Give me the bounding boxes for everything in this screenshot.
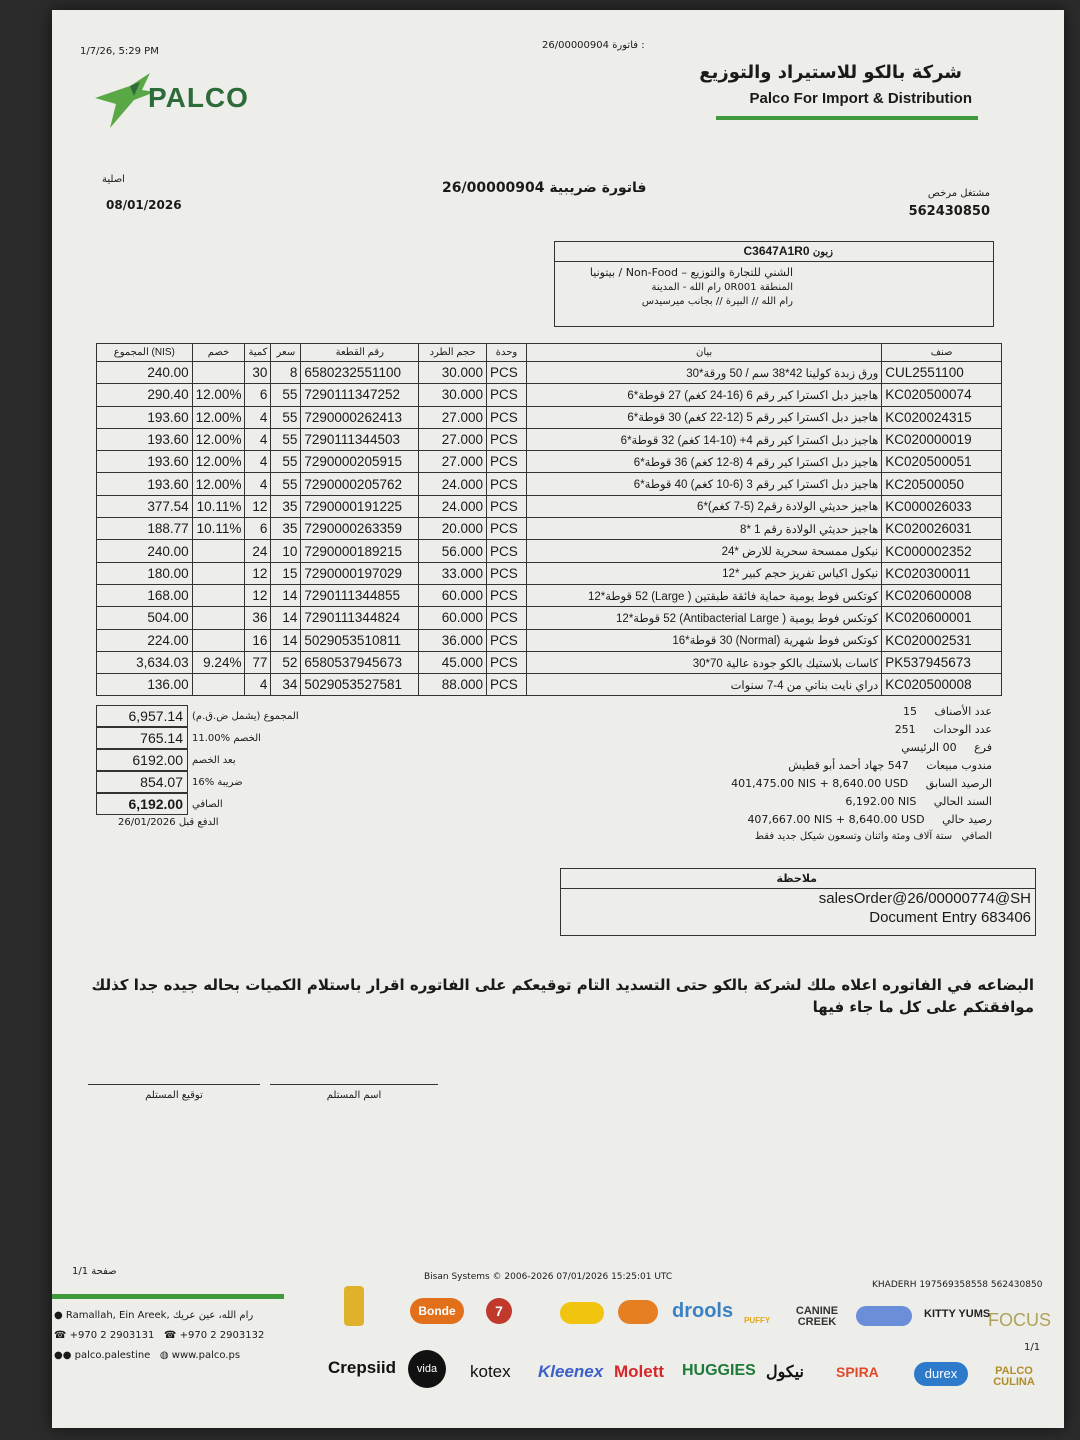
table-header-row <box>97 344 1002 362</box>
cell-pack: 33.000 <box>419 562 487 584</box>
units-count: عدد الوحدات 251 <box>894 723 992 736</box>
cell-qty: 16 <box>245 629 271 651</box>
info-block <box>642 705 992 842</box>
table-row <box>97 495 1002 517</box>
licensed-number: 562430850 <box>908 204 990 219</box>
cell-pack: 24.000 <box>419 473 487 495</box>
col-pack: حجم الطرد <box>419 344 487 362</box>
user-ref: KHADERH 197569358558 562430850 <box>872 1280 1043 1290</box>
brand-orange-oval <box>618 1300 658 1324</box>
cell-unit: PCS <box>487 362 527 384</box>
cell-pack: 27.000 <box>419 406 487 428</box>
cell-discount: 12.00% <box>192 406 245 428</box>
cell-discount: 12.00% <box>192 473 245 495</box>
cell-unit: PCS <box>487 540 527 562</box>
cell-description: هاجيز دبل اكسترا كير رقم 4 (8-12 كغم) 36 قوطة*6 <box>526 451 881 473</box>
cell-discount <box>192 540 245 562</box>
notes-label: ملاحظة <box>561 869 1035 889</box>
cell-total: 504.00 <box>97 607 193 629</box>
col-price: سعر <box>271 344 301 362</box>
cell-discount: 10.11% <box>192 518 245 540</box>
branch: فرع 00 الرئيسي <box>901 741 992 754</box>
cell-unit: PCS <box>487 451 527 473</box>
cell-barcode: 5029053527581 <box>301 674 419 696</box>
cell-description: كاسات بلاستيك بالكو جودة عالية 70*30 <box>526 651 881 673</box>
cell-barcode: 7290111347252 <box>301 384 419 406</box>
footer-green-rule <box>52 1294 284 1299</box>
cell-barcode: 7290000205915 <box>301 451 419 473</box>
brand-crepsiid: Crepsiid <box>328 1358 397 1377</box>
cell-total: 240.00 <box>97 540 193 562</box>
notes-box <box>560 868 1036 936</box>
cell-code: KC20500050 <box>882 473 1002 495</box>
cell-description: كوتكس فوط شهرية (Normal) 30 قوطة*16 <box>526 629 881 651</box>
customer-name: الشني للتجارة والتوزيع – Non-Food / بيتونيا <box>589 266 793 279</box>
cell-description: كوتكس فوط يومية حماية فائقة طبقتين ( Large) 52 قوطة*12 <box>526 584 881 606</box>
cell-qty: 6 <box>245 518 271 540</box>
cell-code: KC020024315 <box>882 406 1002 428</box>
cell-code: KC000002352 <box>882 540 1002 562</box>
cell-unit: PCS <box>487 562 527 584</box>
cell-discount: 12.00% <box>192 384 245 406</box>
summary-gross: 6,957.14 المجموع (يشمل ض.ق.م) <box>96 705 299 727</box>
page-number: صفحة 1/1 <box>72 1266 117 1277</box>
brand-ship-icon <box>344 1286 364 1326</box>
cell-pack: 20.000 <box>419 518 487 540</box>
cell-qty: 30 <box>245 362 271 384</box>
cell-total: 188.77 <box>97 518 193 540</box>
notes-line1: salesOrder@26/00000774@SH <box>818 890 1031 907</box>
table-row <box>97 562 1002 584</box>
cell-price: 10 <box>271 540 301 562</box>
col-total: المجموع (NIS) <box>97 344 193 362</box>
cell-barcode: 7290111344824 <box>301 607 419 629</box>
cell-code: KC020026031 <box>882 518 1002 540</box>
cell-discount <box>192 607 245 629</box>
items-count: عدد الأصناف 15 <box>903 705 992 718</box>
receiver-name-label: اسم المستلم <box>326 1090 382 1101</box>
cell-total: 193.60 <box>97 451 193 473</box>
cell-qty: 6 <box>245 384 271 406</box>
cell-price: 35 <box>271 518 301 540</box>
contact-block <box>54 1306 264 1366</box>
cell-code: KC020500051 <box>882 451 1002 473</box>
cell-unit: PCS <box>487 518 527 540</box>
brand-vida: vida <box>408 1350 446 1388</box>
table-row <box>97 651 1002 673</box>
summary-discount: 765.14 الخصم %11.00 <box>96 727 299 749</box>
pay-before: 26/01/2026 الدفع قبل <box>118 817 219 828</box>
cell-total: 193.60 <box>97 473 193 495</box>
phone-line: ☎ +970 2 2903131 ☎ +970 2 2903132 <box>54 1330 265 1341</box>
cell-total: 224.00 <box>97 629 193 651</box>
company-name-ar: شركة بالكو للاستيراد والتوزيع <box>699 62 962 83</box>
cell-price: 15 <box>271 562 301 584</box>
col-description: بيان <box>526 344 881 362</box>
cell-pack: 30.000 <box>419 384 487 406</box>
summary-block <box>96 705 299 828</box>
cell-code: KC000026033 <box>882 495 1002 517</box>
customer-region: المنطقة 0R001 رام الله - المدينة <box>651 282 793 293</box>
cell-unit: PCS <box>487 428 527 450</box>
brand-molett: Molett <box>614 1362 665 1381</box>
cell-code: PK537945673 <box>882 651 1002 673</box>
cell-unit: PCS <box>487 384 527 406</box>
invoice-date: 08/01/2026 <box>106 198 182 212</box>
cell-price: 52 <box>271 651 301 673</box>
salesman: مندوب مبيعات 547 جهاد أحمد أبو قطيش <box>788 759 992 772</box>
cell-code: KC020300011 <box>882 562 1002 584</box>
cell-price: 55 <box>271 428 301 450</box>
web-line: ●● palco.palestine ◍ www.palco.ps <box>54 1350 241 1361</box>
cell-discount: 9.24% <box>192 651 245 673</box>
brand-canine-creek: CANINE CREEK <box>795 1305 839 1328</box>
col-qty: كمية <box>245 344 271 362</box>
table-row <box>97 607 1002 629</box>
cell-price: 14 <box>271 629 301 651</box>
cell-unit: PCS <box>487 607 527 629</box>
brand-spira: SPIRA <box>836 1364 879 1380</box>
brand-durex: durex <box>914 1362 968 1386</box>
cell-unit: PCS <box>487 651 527 673</box>
cell-total: 240.00 <box>97 362 193 384</box>
notes-line2: Document Entry 683406 <box>869 909 1031 926</box>
cell-price: 55 <box>271 473 301 495</box>
cell-total: 168.00 <box>97 584 193 606</box>
col-discount: خصم <box>192 344 245 362</box>
cell-unit: PCS <box>487 473 527 495</box>
brand-nicole: نيكول <box>766 1364 805 1381</box>
cell-description: ورق زبدة كولينا 42*38 سم / 50 ورقة*30 <box>526 362 881 384</box>
cell-unit: PCS <box>487 584 527 606</box>
customer-code: C3647A1R0 زبون <box>555 242 993 262</box>
cell-price: 14 <box>271 607 301 629</box>
brand-blue-pill <box>856 1306 912 1326</box>
cell-total: 3,634.03 <box>97 651 193 673</box>
cell-description: هاجيز دبل اكسترا كير رقم 3 (6-10 كغم) 40 قوطة*6 <box>526 473 881 495</box>
table-row <box>97 362 1002 384</box>
fax-icon: ☎ <box>163 1330 177 1341</box>
customer-box <box>554 241 994 327</box>
col-code: صنف <box>882 344 1002 362</box>
cell-qty: 4 <box>245 473 271 495</box>
receiver-signature-label: توقيع المستلم <box>145 1090 203 1101</box>
summary-net: 6,192.00 الصافي <box>96 793 299 815</box>
brand-kitty-yums: KITTY YUMS <box>924 1308 991 1320</box>
cell-code: KC020500074 <box>882 384 1002 406</box>
top-invoice-ref: : فاتورة 26/00000904 <box>542 40 645 51</box>
cell-total: 290.40 <box>97 384 193 406</box>
cell-barcode: 7290000262413 <box>301 406 419 428</box>
brand-kleenex: Kleenex <box>538 1362 604 1381</box>
cell-price: 14 <box>271 584 301 606</box>
cell-code: KC020500008 <box>882 674 1002 696</box>
cell-pack: 45.000 <box>419 651 487 673</box>
print-timestamp: 1/7/26, 5:29 PM <box>80 46 159 57</box>
table-row <box>97 674 1002 696</box>
cell-discount <box>192 362 245 384</box>
cell-description: هاجيز دبل اكسترا كير رقم 6 (16-24 كغم) 27 قوطة*6 <box>526 384 881 406</box>
cell-unit: PCS <box>487 629 527 651</box>
table-row <box>97 384 1002 406</box>
table-row <box>97 629 1002 651</box>
cell-price: 34 <box>271 674 301 696</box>
table-row <box>97 428 1002 450</box>
brand-puffy: PUFFY <box>744 1316 771 1325</box>
table-row <box>97 473 1002 495</box>
cell-price: 55 <box>271 406 301 428</box>
cell-pack: 24.000 <box>419 495 487 517</box>
cell-discount: 12.00% <box>192 428 245 450</box>
original-label: اصلية <box>102 174 125 185</box>
cell-barcode: 7290111344855 <box>301 584 419 606</box>
pin-icon: ● <box>54 1310 63 1321</box>
cell-pack: 60.000 <box>419 607 487 629</box>
cell-qty: 77 <box>245 651 271 673</box>
cell-unit: PCS <box>487 495 527 517</box>
company-name-en: Palco For Import & Distribution <box>749 90 972 107</box>
cell-barcode: 7290000189215 <box>301 540 419 562</box>
brand-drools: drools <box>672 1300 734 1322</box>
cell-barcode: 6580537945673 <box>301 651 419 673</box>
cell-pack: 60.000 <box>419 584 487 606</box>
page-corner: 1/1 <box>1024 1342 1041 1353</box>
cell-price: 8 <box>271 362 301 384</box>
cell-barcode: 6580232551100 <box>301 362 419 384</box>
cell-code: KC020000019 <box>882 428 1002 450</box>
cell-qty: 4 <box>245 674 271 696</box>
cell-pack: 30.000 <box>419 362 487 384</box>
net-in-words: الصافي ستة آلاف ومئة واثنان وتسعون شيكل جديد فقط <box>754 831 992 842</box>
table-row <box>97 406 1002 428</box>
cell-discount <box>192 562 245 584</box>
cell-qty: 12 <box>245 584 271 606</box>
cell-qty: 4 <box>245 451 271 473</box>
cell-total: 193.60 <box>97 406 193 428</box>
col-barcode: رقم القطعة <box>301 344 419 362</box>
summary-after-discount: 6192.00 بعد الخصم <box>96 749 299 771</box>
cell-qty: 4 <box>245 406 271 428</box>
cell-unit: PCS <box>487 406 527 428</box>
cell-description: نيكول ممسحة سحرية للارض *24 <box>526 540 881 562</box>
cell-description: هاجيز حديثي الولادة رقم2 (5-7 كغم)*6 <box>526 495 881 517</box>
cell-code: CUL2551100 <box>882 362 1002 384</box>
cell-code: KC020600001 <box>882 607 1002 629</box>
cell-description: كوتكس فوط يومية ( Antibacterial Large) 52 قوطة*12 <box>526 607 881 629</box>
cell-pack: 36.000 <box>419 629 487 651</box>
brand-yellow-oval <box>560 1302 604 1324</box>
cell-discount: 10.11% <box>192 495 245 517</box>
cell-pack: 56.000 <box>419 540 487 562</box>
address-line: ● Ramallah, Ein Areek, رام الله، عين عريك <box>54 1310 254 1321</box>
col-unit: وحدة <box>487 344 527 362</box>
table-row <box>97 451 1002 473</box>
cell-description: هاجيز حديثي الولادة رقم 1 *8 <box>526 518 881 540</box>
cell-discount <box>192 584 245 606</box>
cell-price: 55 <box>271 384 301 406</box>
receiver-signature-line <box>88 1084 260 1085</box>
cell-unit: PCS <box>487 674 527 696</box>
cell-total: 377.54 <box>97 495 193 517</box>
cell-total: 180.00 <box>97 562 193 584</box>
phone-icon: ☎ <box>54 1330 67 1341</box>
cell-code: KC020600008 <box>882 584 1002 606</box>
summary-tax: 854.07 ضريبة %16 <box>96 771 299 793</box>
brand-huggies: HUGGIES <box>682 1362 756 1379</box>
cell-qty: 12 <box>245 562 271 584</box>
cell-pack: 27.000 <box>419 428 487 450</box>
palco-logo <box>90 68 280 128</box>
brand-kotex: kotex <box>470 1362 511 1381</box>
globe-icon: ◍ <box>159 1350 169 1361</box>
cell-discount <box>192 674 245 696</box>
cell-discount: 12.00% <box>192 451 245 473</box>
cell-barcode: 7290000205762 <box>301 473 419 495</box>
cell-barcode: 7290000191225 <box>301 495 419 517</box>
brand-bonde: Bonde <box>410 1298 464 1324</box>
cell-qty: 36 <box>245 607 271 629</box>
prev-balance: الرصيد السابق 401,475.00 NIS + 8,640.00 USD <box>731 777 992 790</box>
brand-palco-culina: PALCO CULINA <box>993 1365 1035 1388</box>
cell-code: KC020002531 <box>882 629 1002 651</box>
system-info: Bisan Systems © 2006-2026 07/01/2026 15:25:01 UTC <box>424 1272 673 1282</box>
cell-qty: 4 <box>245 428 271 450</box>
cell-total: 193.60 <box>97 428 193 450</box>
cell-pack: 27.000 <box>419 451 487 473</box>
cell-barcode: 7290000263359 <box>301 518 419 540</box>
social-icon: ●● <box>54 1350 72 1361</box>
cell-price: 55 <box>271 451 301 473</box>
cell-description: هاجيز دبل اكسترا كير رقم 5 (12-22 كغم) 30 قوطة*6 <box>526 406 881 428</box>
current-doc: السند الحالي 6,192.00 NIS <box>845 795 992 808</box>
table-row <box>97 584 1002 606</box>
cell-barcode: 5029053510811 <box>301 629 419 651</box>
cell-barcode: 7290000197029 <box>301 562 419 584</box>
cell-pack: 88.000 <box>419 674 487 696</box>
ownership-disclaimer: البضاعه في الفاتوره اعلاه ملك لشركة بالكو حتى التسديد التام توقيعكم على الفاتوره اقرار باستلام الكميات بحاله جيده جدا كذلك موافقتكم على كل ما جاء فيها <box>91 976 1034 1016</box>
invoice-title: 26/00000904 فاتورة ضريبية <box>442 180 647 196</box>
cell-qty: 24 <box>245 540 271 562</box>
receiver-name-line <box>270 1084 438 1085</box>
cell-barcode: 7290111344503 <box>301 428 419 450</box>
logo-text: PALCO <box>148 82 249 113</box>
customer-address: رام الله // البيرة // بجانب ميرسيدس <box>641 296 793 307</box>
current-balance: رصيد حالي 407,667.00 NIS + 8,640.00 USD <box>747 813 992 826</box>
header-green-rule <box>716 116 978 120</box>
cell-qty: 12 <box>245 495 271 517</box>
cell-description: هاجيز دبل اكسترا كير رقم 4+ (10-14 كغم) 32 قوطة*6 <box>526 428 881 450</box>
brand-7days: 7 <box>486 1298 512 1324</box>
items-table <box>96 343 1002 696</box>
cell-description: نيكول اكياس تفريز حجم كبير *12 <box>526 562 881 584</box>
invoice-paper <box>52 10 1064 1428</box>
cell-price: 35 <box>271 495 301 517</box>
table-row <box>97 540 1002 562</box>
brand-focus: FOCUS <box>988 1310 1051 1330</box>
cell-discount <box>192 629 245 651</box>
licensed-label: مشتغل مرخص <box>927 188 990 199</box>
cell-total: 136.00 <box>97 674 193 696</box>
table-row <box>97 518 1002 540</box>
cell-description: دراي نايت بناتي من 4-7 سنوات <box>526 674 881 696</box>
